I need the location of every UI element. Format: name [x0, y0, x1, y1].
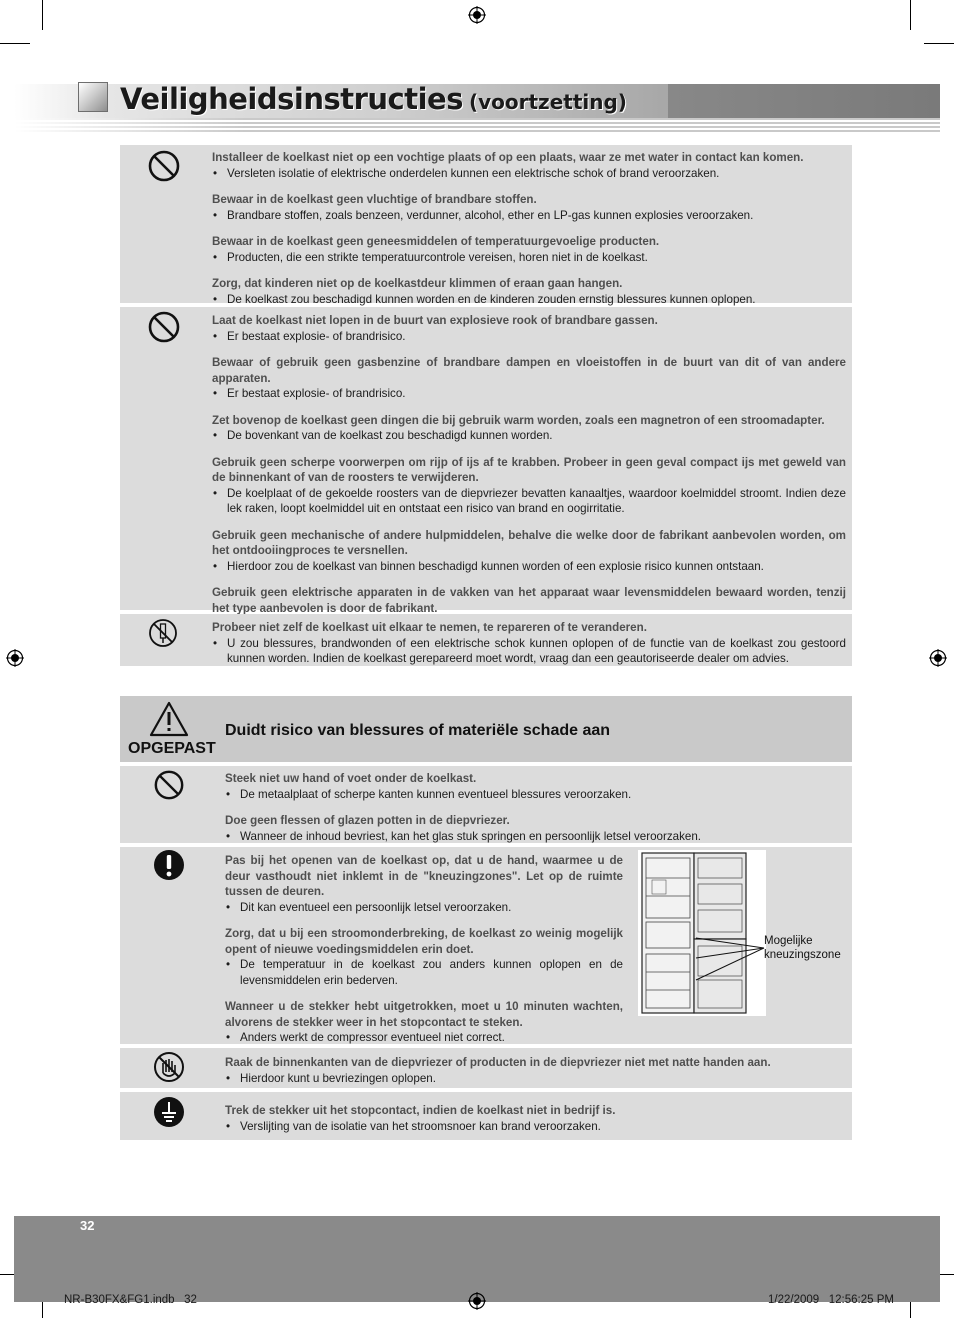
registration-mark-icon — [468, 6, 486, 24]
exclamation-icon — [153, 849, 185, 881]
prohibition-icon — [147, 149, 181, 183]
safety-list-5 — [225, 853, 623, 1046]
no-disassembly-icon — [148, 618, 178, 648]
crop-mark — [0, 43, 30, 44]
crop-mark — [910, 0, 911, 30]
registration-mark-icon — [6, 649, 24, 667]
print-slug-right: 1/22/2009 12:56:25 PM — [768, 1294, 894, 1306]
safety-item: Gebruik geen elektrische apparaten in de vakken van het apparaat waar levensmiddelen bewaard worden, tenzij het type aanbevolen is door de fabrikant. — [212, 586, 846, 615]
safety-list-1 — [212, 150, 846, 307]
safety-item: Laat de koelkast niet lopen in de buurt van explosieve rook of brandbare gassen. • Er bestaat explosie- of brandrisico. — [212, 313, 846, 344]
crop-mark — [42, 0, 43, 30]
safety-item: Gebruik geen scherpe voorwerpen om rijp of ijs af te krabben. Probeer in geen geval compact ijs met geweld van de binnenkant of van de roosters te verwijderen. • De koelplaat of de gekoelde roosters van de diepvriezer bevatten kanaaltjes, waardoor koelmiddel stroomt. Indien deze lek raken, loopt koelmiddel uit en ontstaat een risico van brand en oogirritatie. — [212, 455, 846, 517]
safety-item: Installeer de koelkast niet op een vochtige plaats of op een plaats, waar ze met water in contact kan komen. • Versleten isolatie of elektrische onderdelen kunnen een elektrische schok of brand veroorzaken. — [212, 150, 846, 181]
registration-mark-icon — [929, 649, 947, 667]
safety-item: Steek niet uw hand of voet onder de koelkast. • De metaalplaat of scherpe kanten kunnen eventueel blessures veroorzaken. — [225, 771, 846, 802]
pinch-zone-label-line1: Mogelijke — [764, 935, 813, 947]
registration-mark-icon — [468, 1292, 486, 1310]
safety-list-3 — [212, 620, 846, 667]
prohibition-icon — [147, 310, 181, 344]
safety-item: Pas bij het openen van de koelkast op, dat u de hand, waarmee u de deur vasthoudt niet inklemt in de "kneuzingzones". Let op de ruimte tussen de deuren. • Dit kan eventueel een persoonlijk letsel veroorzaken. — [225, 853, 623, 915]
fridge-illustration — [638, 850, 766, 1016]
safety-item: Trek de stekker uit het stopcontact, indien de koelkast niet in bedrijf is. • Verslijting van de isolatie van het stroomsnoer kan brand veroorzaken. — [225, 1103, 846, 1134]
safety-item: Doe geen flessen of glazen potten in de diepvriezer. • Wanneer de inhoud bevriest, kan het glas stuk springen en persoonlijk letsel veroorzaken. — [225, 813, 846, 844]
pinch-zone-label-line2: kneuzingszone — [764, 948, 841, 961]
safety-item: Zorg, dat u bij een stroomonderbreking, de koelkast zo weinig mogelijk opent of nieuwe voedingsmiddelen erin doet. • De temperatuur in de koelkast zou anders kunnen oplopen en de levensmiddelen erin bederven. — [225, 926, 623, 988]
unplug-icon — [153, 1096, 185, 1128]
header-band-dark — [668, 84, 940, 118]
safety-item: Gebruik geen mechanische of andere hulpmiddelen, behalve die welke door de fabrikant aanbevolen worden, om het ontdooiingproces te versnellen. • Hierdoor zou de koelkast van binnen beschadigd kunnen worden of een explosie risico kunnen ontstaan. — [212, 528, 846, 575]
header-stripes — [14, 118, 940, 132]
safety-item: Raak de binnenkanten van de diepvriezer of producten in de diepvriezer niet met natte handen aan. • Hierdoor kunt u bevriezingen oplopen. — [225, 1055, 846, 1086]
safety-item: Bewaar in de koelkast geen vluchtige of brandbare stoffen. • Brandbare stoffen, zoals benzeen, verdunner, alcohol, ether en LP-gas kunnen explosies veroorzaken. — [212, 192, 846, 223]
safety-list-2 — [212, 313, 846, 616]
page-subtitle: (voortzetting) — [468, 90, 627, 114]
print-slug-left: NR-B30FX&FG1.indb 32 — [64, 1294, 197, 1306]
footer-bar — [14, 1216, 940, 1302]
safety-item: Probeer niet zelf de koelkast uit elkaar te nemen, te repareren of te veranderen. • U zou blessures, brandwonden of een elektrische schok kunnen oplopen of de functie van de koelkast zou gestoord kunnen worden. Indien de koelkast gerepareerd moet wordt, vraag dan een geautoriseerde dealer om advies. — [212, 620, 846, 667]
page-number: 32 — [80, 1218, 95, 1233]
pinch-zone-label — [764, 935, 841, 962]
caution-title: Duidt risico van blessures of materiële schade aan — [225, 722, 611, 739]
prohibition-icon — [153, 769, 185, 801]
caution-label: OPGEPAST — [128, 740, 216, 757]
safety-list-7 — [225, 1103, 846, 1134]
safety-item: Zet bovenop de koelkast geen dingen die bij gebruik warm worden, zoals een magnetron of een stroomadapter. • De bovenkant van de koelkast zou beschadigd kunnen worden. — [212, 413, 846, 444]
no-wet-hands-icon — [153, 1051, 185, 1083]
safety-item: Zorg, dat kinderen niet op de koelkastdeur klimmen of eraan gaan hangen. • De koelkast zou beschadigd kunnen worden en de kinderen zouden ernstig blessures kunnen oplopen. — [212, 276, 846, 307]
safety-item: Wanneer u de stekker hebt uitgetrokken, moet u 10 minuten wachten, alvorens de stekker weer in het stopcontact te steken. • Anders werkt de compressor eventueel niet correct. — [225, 999, 623, 1046]
safety-list-4 — [225, 771, 846, 844]
safety-item: Bewaar of gebruik geen gasbenzine of brandbare dampen en vloeistoffen in de buurt van dit of van andere apparaten. • Er bestaat explosie- of brandrisico. — [212, 355, 846, 402]
safety-item: Bewaar in de koelkast geen geneesmiddelen of temperatuurgevoelige producten. • Producten, die een strikte temperatuurcontrole vereisen, horen niet in de koelkast. — [212, 234, 846, 265]
page-title: Veiligheidsinstructies (voortzetting) — [120, 82, 627, 116]
safety-list-6 — [225, 1055, 846, 1086]
caution-header — [120, 696, 852, 762]
caution-triangle-icon — [149, 701, 189, 737]
crop-mark — [924, 43, 954, 44]
header-square-icon — [78, 82, 108, 112]
